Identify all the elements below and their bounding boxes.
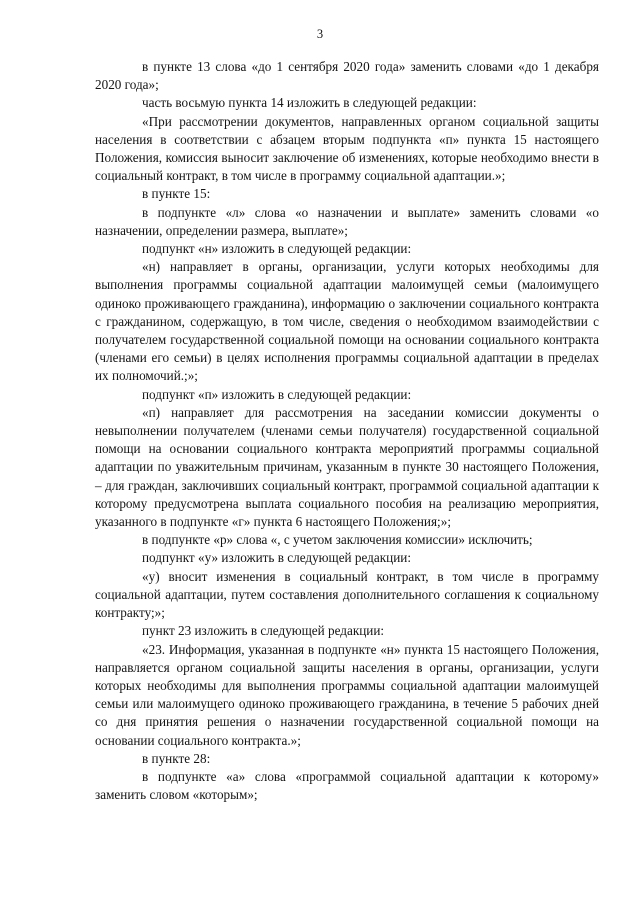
paragraph-item-23-intro: пункт 23 изложить в следующей редакции: xyxy=(142,623,385,639)
paragraph-item-28-intro: в пункте 28: xyxy=(142,750,211,766)
paragraph-subitem-l-change: в подпункте «л» слова «о назначении и выплате» заменить словами «о назначении, определении размера, выплате»; xyxy=(95,204,599,238)
paragraph-subitem-n-intro: подпункт «н» изложить в следующей редакции: xyxy=(142,241,412,257)
paragraph-subitem-u-intro: подпункт «у» изложить в следующей редакции: xyxy=(142,550,411,566)
paragraph-item-14-text: «При рассмотрении документов, направленных органом социальной защиты населения в соответствии с абзацем вторым подпункта «п» пункта 15 настоящего Положения, комиссия выносит заключение об изменениях, которые необходимо внести в социальный контракт, в том числе в программу социальной адаптации.»; xyxy=(95,113,599,184)
document-body xyxy=(95,58,599,804)
paragraph-subitem-p-text: «п) направляет для рассмотрения на заседании комиссии документы о невыполнении получателем (членами семьи получателя) государственной социальной помощи на основании социального контракта мероприятий программы социальной адаптации по уважительным причинам, указанным в пункте 30 настоящего Положения, – для граждан, заключивших социальный контракт, программой социальной адаптации к которому предусмотрена выплата социального пособия на реализацию мероприятия, указанного в подпункте «г» пункта 6 настоящего Положения;»; xyxy=(95,404,599,530)
paragraph-subitem-n-text: «н) направляет в органы, организации, услуги которых необходимы для выполнения программы социальной адаптации малоимущей семьи (малоимущего одиноко проживающего гражданина), информацию о заключении социального контракта с гражданином, содержащую, в том числе, сведения о необходимом взаимодействии с получателем государственной социальной помощи на основании социального контракта (членами его семьи) в целях исполнения программы социальной адаптации в пределах их полномочий.;»; xyxy=(95,259,599,384)
page-number: 3 xyxy=(316,27,324,41)
paragraph-subitem-p-intro: подпункт «п» изложить в следующей редакции: xyxy=(142,386,412,402)
paragraph-subitem-a-change: в подпункте «а» слова «программой социальной адаптации к которому» заменить словом «которым»; xyxy=(95,768,599,803)
paragraph-item-23-text: «23. Информация, указанная в подпункте «н» пункта 15 настоящего Положения, направляется органом социальной защиты населения в органы, организации, услуги которых необходимы для выполнения программы социальной адаптации малоимущей семьи или малоимущего одиноко проживающего гражданина, в течение 5 рабочих дней со дня принятия решения о назначении государственной социальной помощи на основании социального контракта.»; xyxy=(95,641,599,748)
paragraph-subitem-u-text: «у) вносит изменения в социальный контракт, в том числе в программу социальной адаптации, путем составления дополнительного соглашения к социальному контракту;»; xyxy=(95,568,599,621)
paragraph-item-14-intro: часть восьмую пункта 14 изложить в следующей редакции: xyxy=(142,95,477,111)
paragraph-subitem-r-change: в подпункте «р» слова «, с учетом заключения комиссии» исключить; xyxy=(142,532,533,548)
paragraph-item-13-date-change: в пункте 13 слова «до 1 сентября 2020 года» заменить словами «до 1 декабря 2020 года»; xyxy=(95,59,599,93)
paragraph-item-15-intro: в пункте 15: xyxy=(142,186,211,202)
